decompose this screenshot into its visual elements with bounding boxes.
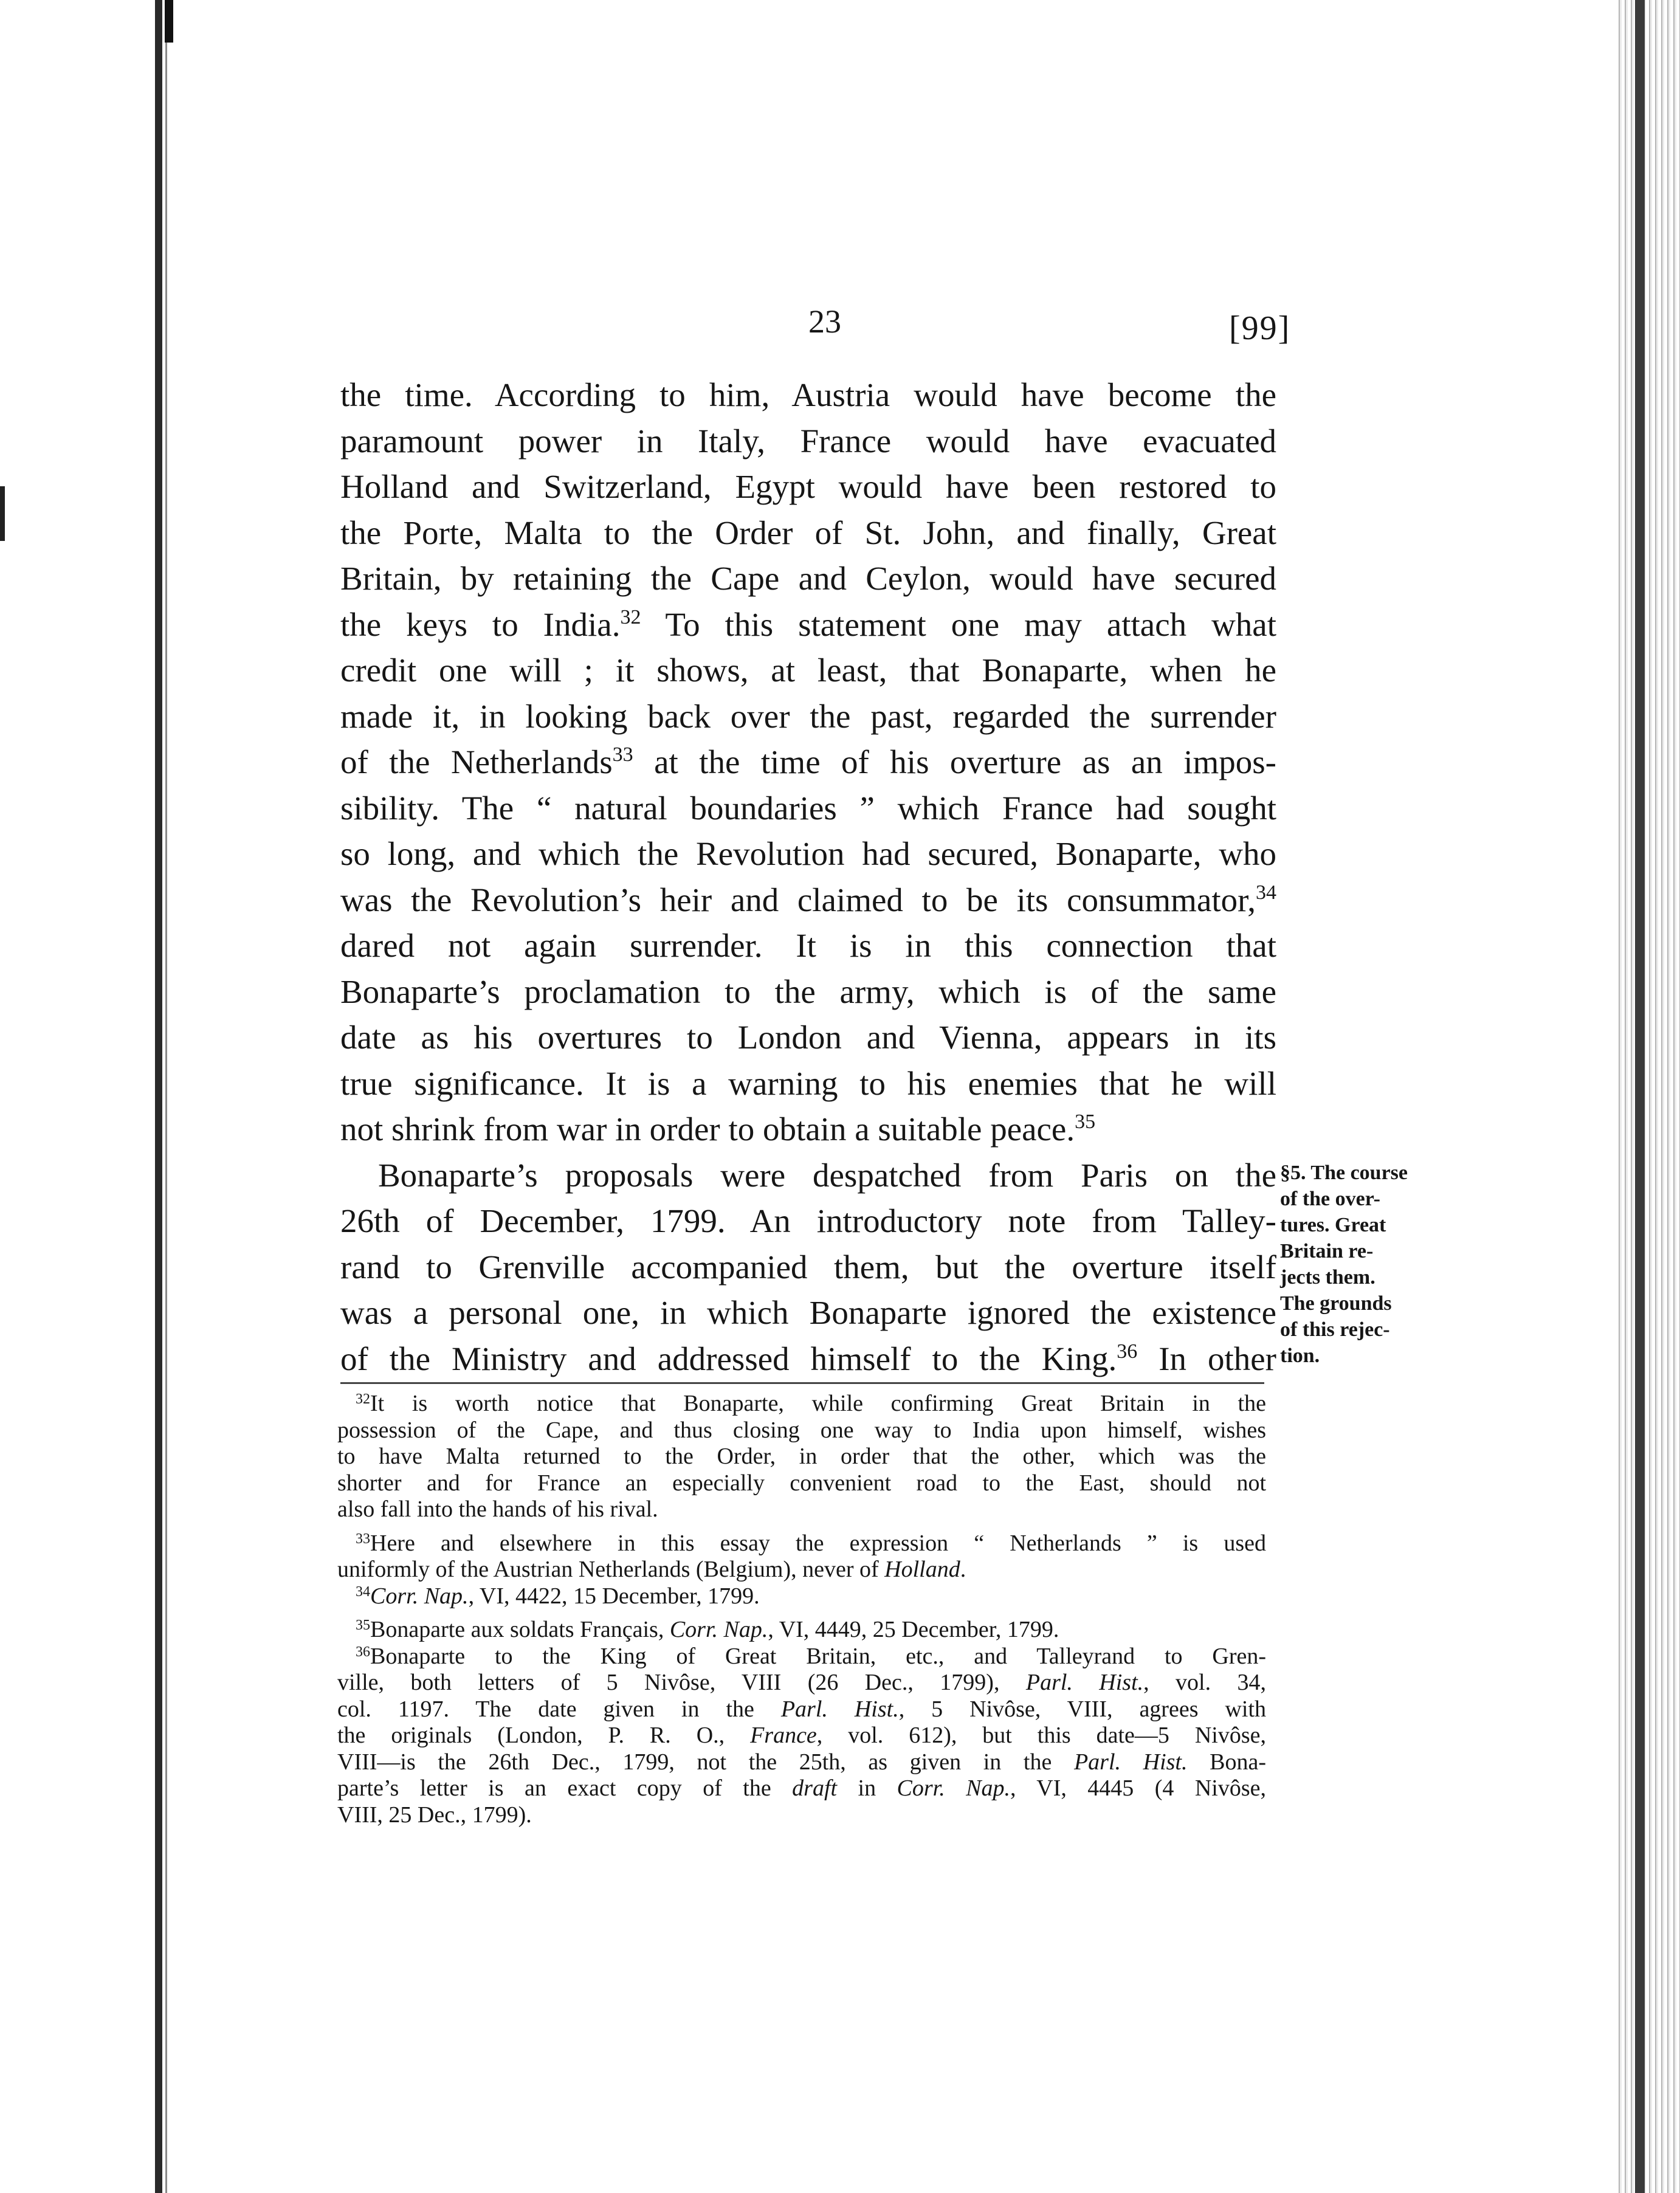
body-line: not shrink from war in order to obtain a suitable peace.$^{35}$ — [340, 1110, 1096, 1148]
body-line: Bonaparte’s proposals were despatched from Paris on the — [378, 1156, 1276, 1194]
body-text — [340, 372, 1276, 1382]
footnote-line: $^{32}$It is worth notice that Bonaparte, while confirming Great Britain in the — [356, 1391, 1266, 1416]
footnote-rule — [340, 1382, 1264, 1384]
body-line: Bonaparte’s proclamation to the army, which is of the same — [340, 973, 1276, 1010]
sidenote-line: tion. — [1280, 1344, 1320, 1367]
body-line: credit one will ; it shows, at least, that Bonaparte, when he — [340, 652, 1276, 689]
footnote-ref-34: 34 — [1256, 881, 1276, 904]
scan-corner-mark — [0, 486, 5, 541]
body-line: the Porte, Malta to the Order of St. John, and finally, Great — [340, 514, 1276, 551]
body-line: date as his overtures to London and Vienna, appears in its — [340, 1019, 1276, 1056]
footnote-ref-35: 35 — [1075, 1110, 1096, 1133]
footnote-32 — [337, 1391, 1266, 1523]
footnote-line: $^{33}$Here and elsewhere in this essay the expression “ Netherlands ” is used — [356, 1530, 1266, 1556]
body-line: the time. According to him, Austria would have become the — [340, 376, 1276, 413]
marginal-sidenote — [1280, 1160, 1462, 1369]
body-line: paramount power in Italy, France would have evacuated — [340, 422, 1276, 460]
footnotes — [337, 1391, 1266, 1828]
sidenote-line: of this rejec- — [1280, 1318, 1390, 1341]
sidenote-line: The grounds — [1280, 1292, 1392, 1315]
footnote-ref-32: 32 — [620, 605, 641, 628]
body-line: the keys to India.$^{32}$ To this statement one may attach what — [340, 605, 1277, 643]
footnote-marker: 32 — [356, 1391, 370, 1407]
sidenote-line: §5. The course — [1280, 1162, 1408, 1184]
footnote-line: VIII—is the 26th Dec., 1799, not the 25th, as given in the Parl. Hist. Bona- — [337, 1749, 1266, 1775]
footnote-35 — [337, 1617, 1266, 1644]
body-line: of the Netherlands$^{33}$ at the time of his overture as an impos- — [340, 743, 1276, 780]
footnote-ref-36: 36 — [1117, 1340, 1138, 1363]
footnote-33 — [337, 1530, 1266, 1583]
footnote-line: to have Malta returned to the Order, in order that the other, which was the — [337, 1444, 1266, 1469]
footnote-marker: 36 — [356, 1644, 370, 1660]
body-line: Holland and Switzerland, Egypt would have been restored to — [340, 468, 1276, 505]
body-line: made it, in looking back over the past, regarded the surrender — [340, 697, 1276, 735]
footnote-line: also fall into the hands of his rival. — [337, 1496, 658, 1522]
scan-binding-line — [165, 0, 167, 2193]
footnote-line: $^{35}$Bonaparte aux soldats Français, Corr. Nap., VI, 4449, 25 December, 1799. — [356, 1617, 1059, 1642]
footnote-34 — [337, 1583, 1266, 1610]
page-stack-shadow — [1635, 0, 1645, 2193]
page-stack-edge — [1616, 0, 1680, 2193]
body-line: dared not again surrender. It is in this connection that — [340, 927, 1276, 964]
body-line: Britain, by retaining the Cape and Ceylon, would have secured — [340, 560, 1276, 597]
footnote-line: ville, both letters of 5 Nivôse, VIII (26 Dec., 1799), Parl. Hist., vol. 34, — [337, 1670, 1266, 1695]
body-line: 26th of December, 1799. An introductory note from Talley- — [340, 1202, 1276, 1239]
page-number: 23 — [808, 303, 841, 340]
footnote-line: parte’s letter is an exact copy of the draft in Corr. Nap., VI, 4445 (4 Nivôse, — [337, 1775, 1266, 1801]
sidenote-line: of the over- — [1280, 1188, 1380, 1210]
sidenote-line: jects them. — [1280, 1266, 1375, 1289]
sidenote-line: tures. Great — [1280, 1214, 1386, 1236]
footnote-line: possession of the Cape, and thus closing one way to India upon himself, wishes — [337, 1417, 1266, 1443]
body-line: rand to Grenville accompanied them, but the overture itself — [340, 1248, 1276, 1286]
body-line: was the Revolution’s heir and claimed to be its consummator,$^{34}$ — [340, 881, 1276, 918]
footnote-line: $^{36}$Bonaparte to the King of Great Britain, etc., and Talleyrand to Gren- — [356, 1643, 1266, 1669]
footnote-line: VIII, 25 Dec., 1799). — [337, 1802, 532, 1828]
body-line: true significance. It is a warning to his enemies that he will — [340, 1064, 1276, 1102]
body-line: sibility. The “ natural boundaries ” which France had sought — [340, 789, 1276, 827]
page-number-alt: [99] — [1229, 309, 1291, 347]
body-line: so long, and which the Revolution had secured, Bonaparte, who — [340, 835, 1276, 872]
body-line: was a personal one, in which Bonaparte ignored the existence — [340, 1294, 1276, 1331]
footnote-line: uniformly of the Austrian Netherlands (Belgium), never of Holland. — [337, 1557, 966, 1582]
sidenote-line: Britain re- — [1280, 1240, 1374, 1262]
footnote-line: the originals (London, P. R. O., France, vol. 612), but this date—5 Nivôse, — [337, 1723, 1266, 1748]
footnote-line: col. 1197. The date given in the Parl. Hist., 5 Nivôse, VIII, agrees with — [337, 1696, 1266, 1722]
footnote-marker: 33 — [356, 1530, 370, 1547]
footnote-marker: 35 — [356, 1617, 370, 1633]
footnote-ref-33: 33 — [612, 743, 633, 766]
scan-binding-shadow — [155, 0, 162, 2193]
scan-edge-mark — [165, 0, 173, 43]
footnote-marker: 34 — [356, 1583, 370, 1600]
footnote-36 — [337, 1644, 1266, 1829]
body-line: of the Ministry and addressed himself to the King.$^{36}$ In other — [340, 1340, 1276, 1377]
footnote-line: $^{34}$Corr. Nap., VI, 4422, 15 December, 1799. — [356, 1583, 760, 1609]
footnote-line: shorter and for France an especially convenient road to the East, should not — [337, 1470, 1266, 1496]
